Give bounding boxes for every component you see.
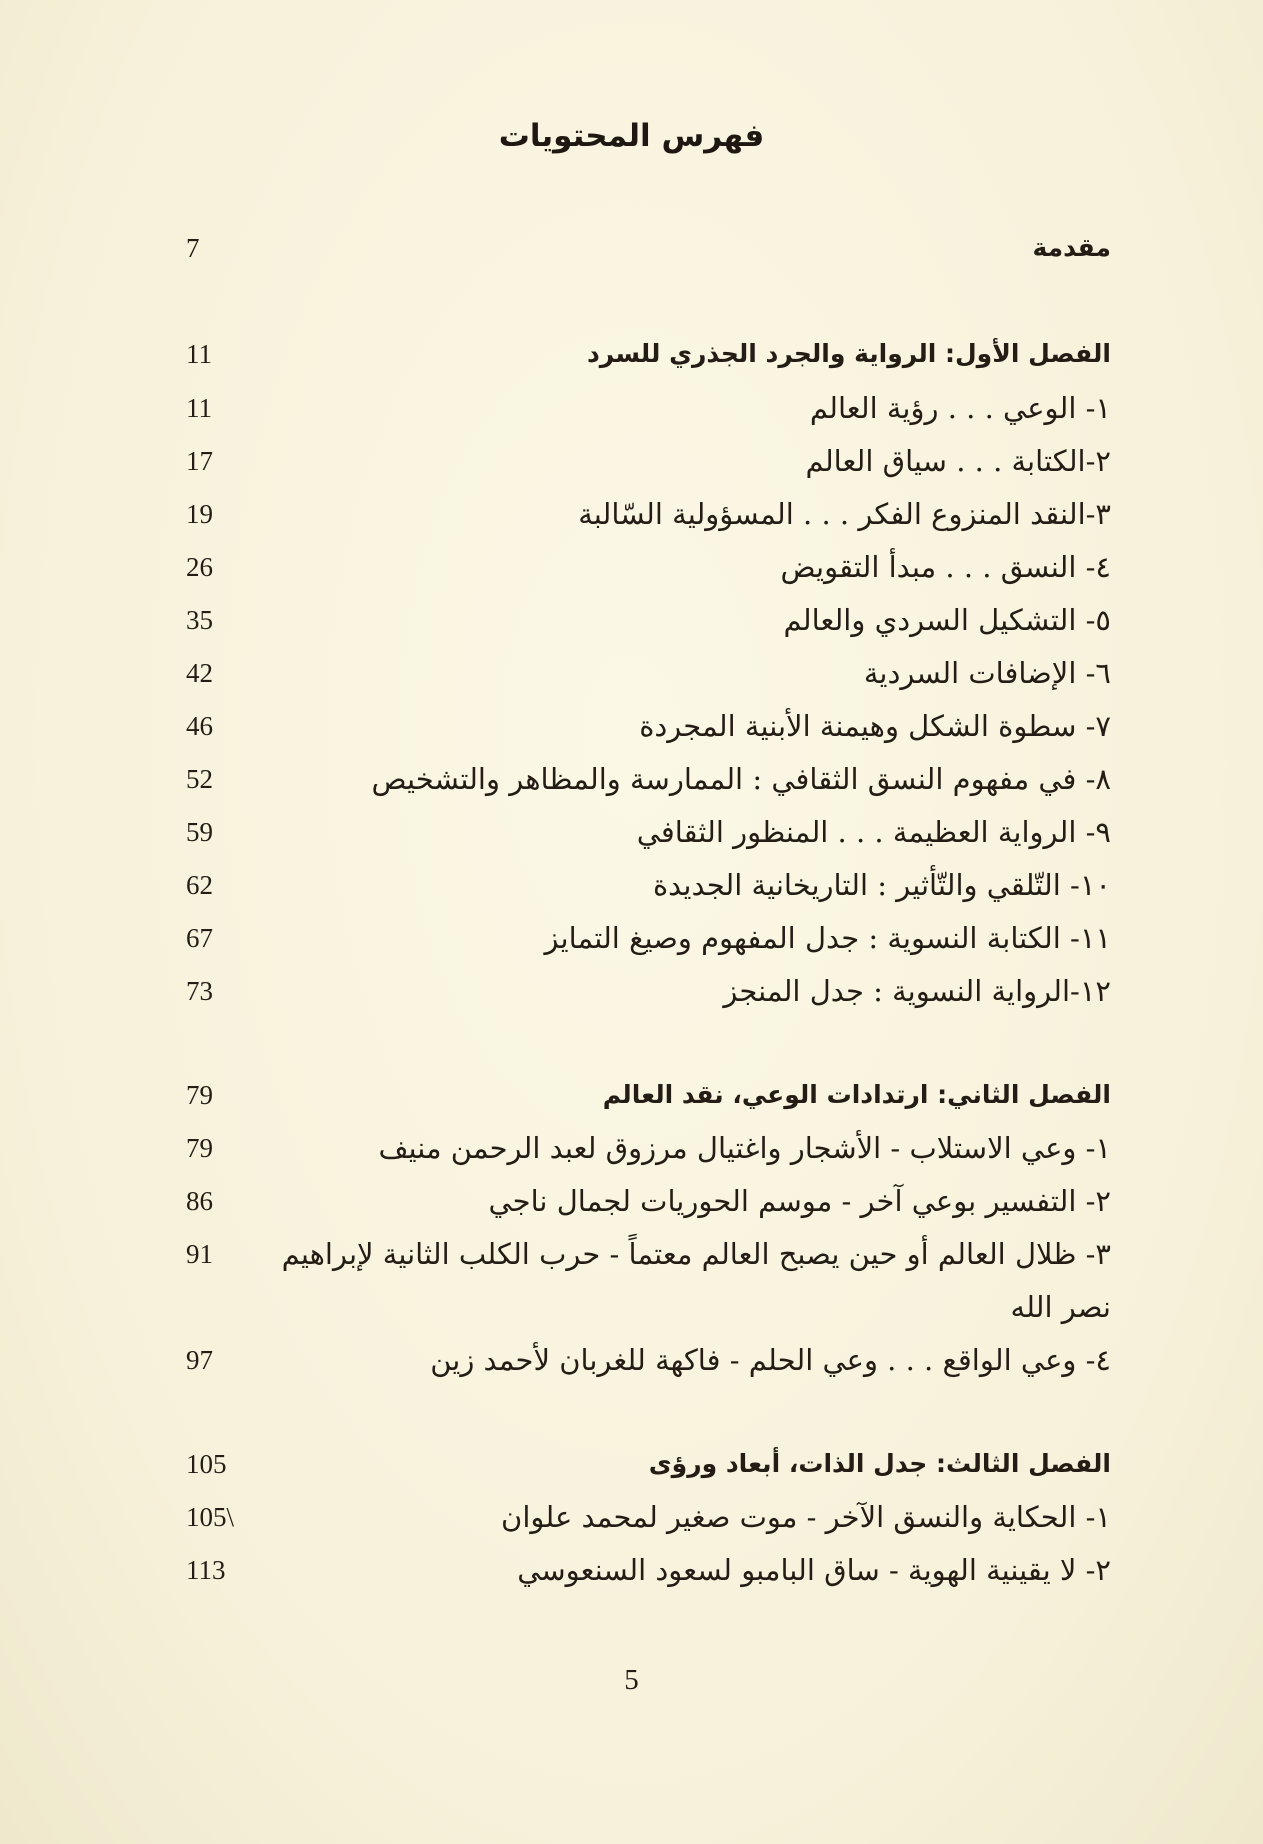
- page-number: 97: [186, 1345, 213, 1375]
- chapter-title: الفصل الثالث: جدل الذات، أبعاد ورؤى: [648, 1449, 1111, 1478]
- entry-title: ١٠- التّلقي والتّأثير : التاريخانية الجديدة: [652, 868, 1111, 902]
- page-folio-number: 5: [624, 1664, 639, 1696]
- entry-title: ٨- في مفهوم النسق الثقافي : الممارسة والمظاهر والتشخيص: [371, 762, 1111, 796]
- chapter-title: الفصل الثاني: ارتدادات الوعي، نقد العالم: [602, 1080, 1111, 1109]
- page-number: 79: [186, 1080, 213, 1110]
- page-number: 19: [186, 499, 213, 529]
- chapter-title: الفصل الأول: الرواية والجرد الجذري للسرد: [586, 339, 1111, 368]
- chapter-heading: [0, 1069, 1263, 1121]
- toc-entry: [0, 1544, 1263, 1596]
- toc-entry: [0, 647, 1263, 699]
- page-title: فهرس المحتويات: [498, 118, 765, 154]
- toc-entry: [0, 541, 1263, 593]
- toc-entry: [0, 488, 1263, 540]
- entry-title: ١٢-الرواية النسوية : جدل المنجز: [723, 974, 1111, 1008]
- page-number: 11: [186, 339, 212, 369]
- toc-entry: [0, 859, 1263, 911]
- entry-title: ١- وعي الاستلاب - الأشجار واغتيال مرزوق لعبد الرحمن منيف: [378, 1131, 1111, 1165]
- page-number: 105\: [186, 1502, 235, 1532]
- page-number: 11: [186, 393, 212, 423]
- entry-title: ٧- سطوة الشكل وهيمنة الأبنية المجردة: [639, 709, 1111, 743]
- toc-entry: [0, 1334, 1263, 1386]
- chapter-heading: [0, 1438, 1263, 1490]
- toc-entry: [0, 965, 1263, 1017]
- entry-title: ١- الحكاية والنسق الآخر - موت صغير لمحمد علوان: [501, 1500, 1111, 1534]
- page-number: 86: [186, 1186, 213, 1216]
- entry-title: ١- الوعي . . . رؤية العالم: [809, 391, 1111, 425]
- entry-title: ٢- لا يقينية الهوية - ساق البامبو لسعود السنعوسي: [517, 1553, 1111, 1587]
- toc-entry: [0, 753, 1263, 805]
- entry-title: ٥- التشكيل السردي والعالم: [783, 603, 1111, 637]
- entry-title: ٩- الرواية العظيمة . . . المنظور الثقافي: [636, 815, 1111, 849]
- page-number: 79: [186, 1133, 213, 1163]
- entry-title: ٤- وعي الواقع . . . وعي الحلم - فاكهة للغربان لأحمد زين: [430, 1343, 1111, 1377]
- toc-entry-introduction: [0, 222, 1263, 274]
- toc-entry: [0, 1491, 1263, 1543]
- page-number: 105: [186, 1449, 227, 1479]
- toc-entry: [0, 382, 1263, 434]
- entry-title: ٤- النسق . . . مبدأ التقويض: [780, 550, 1111, 584]
- page-number: 35: [186, 605, 213, 635]
- toc-entry: [0, 1228, 1263, 1324]
- toc-entry: [0, 912, 1263, 964]
- page-number: 59: [186, 817, 213, 847]
- page-number: 7: [186, 233, 200, 263]
- entry-title: ٦- الإضافات السردية: [863, 656, 1111, 690]
- toc-entry: [0, 594, 1263, 646]
- page-number: 62: [186, 870, 213, 900]
- page-number: 46: [186, 711, 213, 741]
- page-number: 91: [186, 1239, 213, 1269]
- entry-title: ٢- التفسير بوعي آخر - موسم الحوريات لجمال ناجي: [488, 1184, 1111, 1218]
- entry-title: ٢-الكتابة . . . سياق العالم: [805, 444, 1111, 478]
- toc-entry: [0, 806, 1263, 858]
- entry-title: ١١- الكتابة النسوية : جدل المفهوم وصيغ التمايز: [544, 921, 1111, 955]
- chapter-heading: [0, 328, 1263, 380]
- toc-entry: [0, 1122, 1263, 1174]
- page-number: 113: [186, 1555, 226, 1585]
- entry-title: ٣-النقد المنزوع الفكر . . . المسؤولية السّالبة: [578, 497, 1111, 531]
- introduction-label: مقدمة: [1032, 233, 1111, 262]
- page-number: 73: [186, 976, 213, 1006]
- page-number: 17: [186, 446, 213, 476]
- page-number: 26: [186, 552, 213, 582]
- toc-entry: [0, 1175, 1263, 1227]
- page-number: 67: [186, 923, 213, 953]
- toc-entry: [0, 435, 1263, 487]
- page-number: 52: [186, 764, 213, 794]
- page-number: 42: [186, 658, 213, 688]
- toc-entry: [0, 700, 1263, 752]
- entry-title: ٣- ظلال العالم أو حين يصبح العالم معتماً - حرب الكلب الثانية لإبراهيم نصر الله: [281, 1237, 1111, 1324]
